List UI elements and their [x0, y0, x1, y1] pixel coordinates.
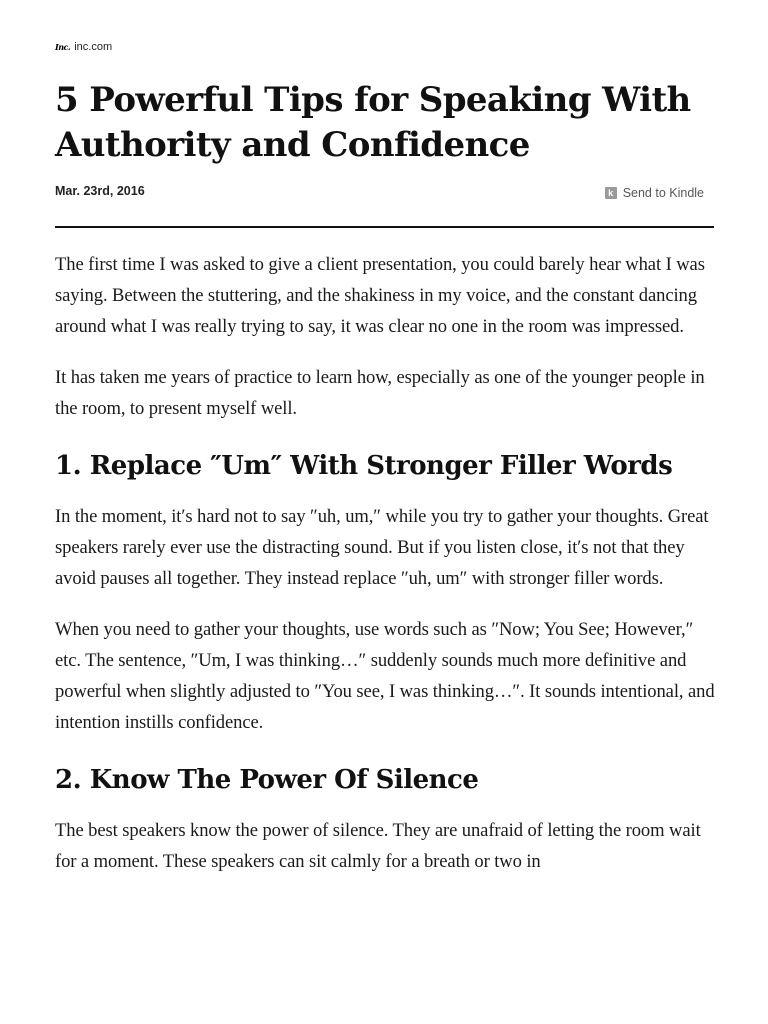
paragraph: It has taken me years of practice to learn how, especially as one of the younger people in the room, to present myself well.: [55, 367, 705, 419]
section-heading: 1. Replace ″Um″ With Stronger Filler Words: [55, 451, 673, 481]
kindle-icon: k: [605, 187, 617, 199]
send-to-kindle-label: Send to Kindle: [622, 186, 704, 200]
paragraph: In the moment, it′s hard not to say ″uh, um,″ while you try to gather your thoughts. Great speakers rarely ever use the distracting sound. But if you listen close, it′s not that they avoid pauses all together. They instead replace ″uh, um″ with stronger filler words.: [55, 506, 709, 589]
send-to-kindle-button[interactable]: [605, 186, 704, 200]
source-link[interactable]: [55, 41, 112, 53]
publish-date: Mar. 23rd, 2016: [55, 184, 145, 198]
header-divider: [55, 226, 714, 228]
article-body: [55, 249, 720, 897]
paragraph: The first time I was asked to give a client presentation, you could barely hear what I was saying. Between the stuttering, and the shakiness in my voice, and the constant dancing around what I was really trying to say, it was clear no one in the room was impressed.: [55, 254, 705, 337]
article-title: 5 Powerful Tips for Speaking With Authority and Confidence: [55, 80, 691, 165]
section-heading: 2. Know The Power Of Silence: [55, 765, 479, 795]
paragraph: When you need to gather your thoughts, use words such as ″Now; You See; However,″ etc. The sentence, ″Um, I was thinking…″ suddenly sounds much more definitive and powerful when slightly adjusted to ″You see, I was thinking…″. It sounds intentional, and intention instills confidence.: [55, 619, 715, 733]
source-domain: inc.com: [74, 41, 113, 53]
paragraph: The best speakers know the power of silence. They are unafraid of letting the room wait for a moment. These speakers can sit calmly for a breath or two in: [55, 820, 701, 872]
inc-logo: Inc.: [55, 42, 71, 52]
